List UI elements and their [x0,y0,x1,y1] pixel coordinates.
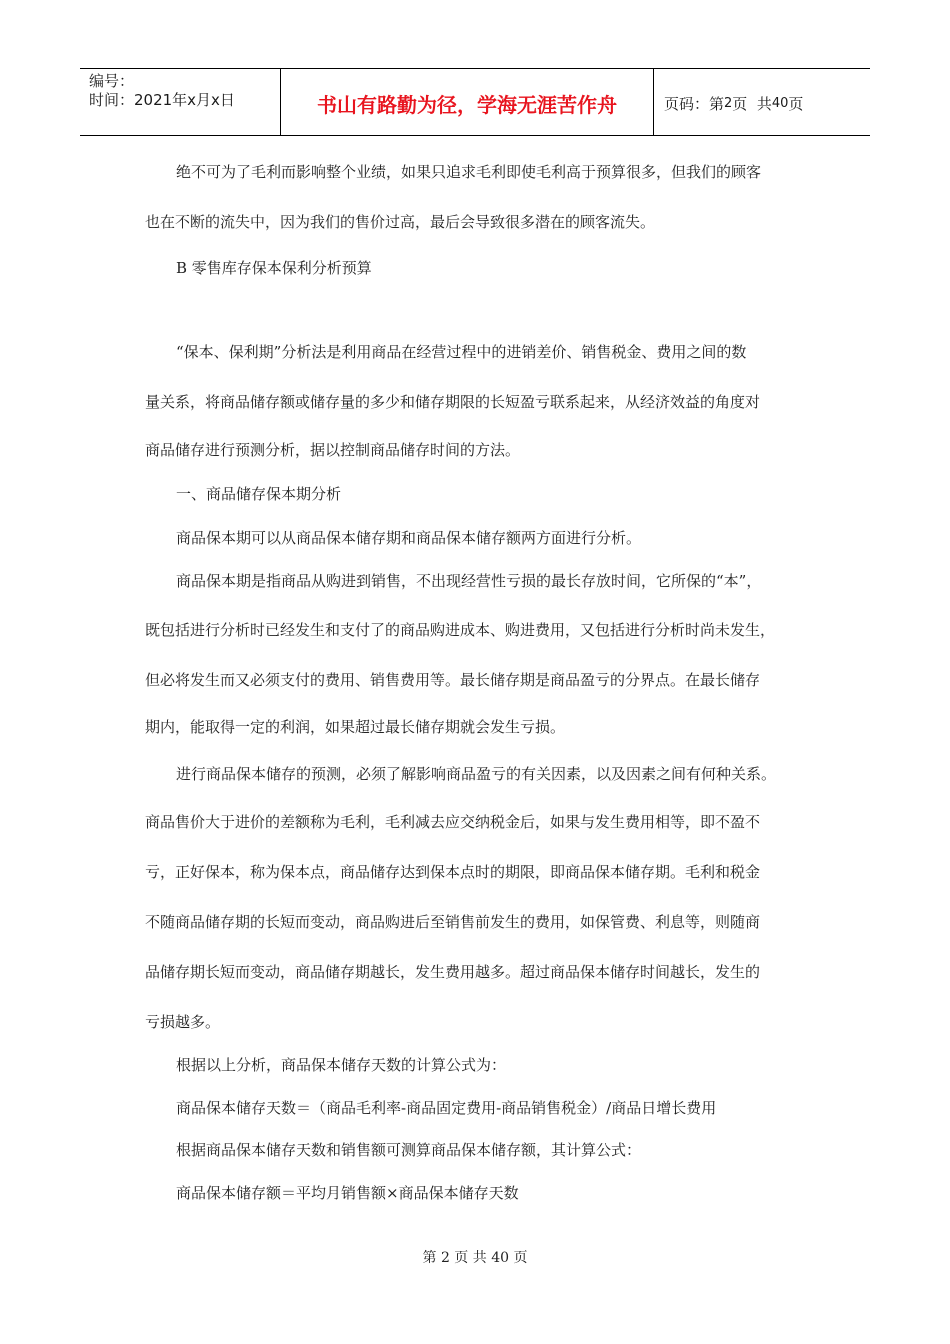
paragraph-line: 期内，能取得一定的利润，如果超过最长储存期就会发生亏损。 [145,718,566,736]
header-motto: 书山有路勤为径，学海无涯苦作舟 [281,69,654,135]
paragraph-line: 既包括进行分析时已经发生和支付了的商品购进成本、购进费用，又包括进行分析时尚未发生， [145,621,776,639]
document-date: 时间：2021年x月x日 [89,91,235,109]
page-prefix: 页码：第 [664,94,725,113]
header-meta [80,69,281,135]
paragraph-line: 绝不可为了毛利而影响整个业绩，如果只追求毛利即使毛利高于预算很多，但我们的顾客 [176,163,762,181]
paragraph-line: 商品保本期是指商品从购进到销售，不出现经营性亏损的最长存放时间，它所保的“本”， [176,572,762,590]
paragraph-line: 不随商品储存期的长短而变动，商品购进后至销售前发生的费用，如保管费、利息等，则随商 [145,913,761,931]
formula-line: 商品保本储存额＝平均月销售额×商品保本储存天数 [176,1184,519,1202]
paragraph-line: 商品储存进行预测分析，据以控制商品储存时间的方法。 [145,441,521,459]
paragraph-line: 根据以上分析，商品保本储存天数的计算公式为： [176,1056,507,1074]
paragraph-line: 进行商品保本储存的预测，必须了解影响商品盈亏的有关因素，以及因素之间有何种关系。 [176,765,777,783]
page-suffix: 页 [788,94,804,113]
paragraph-line: 但必将发生而又必须支付的费用、销售费用等。最长储存期是商品盈亏的分界点。在最长储存 [145,671,761,689]
paragraph-line: 商品售价大于进价的差额称为毛利，毛利减去应交纳税金后，如果与发生费用相等，即不盈不 [145,813,761,831]
page-mid: 页 共 [732,94,772,113]
paragraph-line: 亏，正好保本，称为保本点，商品储存达到保本点时的期限，即商品保本储存期。毛利和税金 [145,863,761,881]
page-total: 40 [771,95,789,111]
document-number-label: 编号： [89,72,135,90]
page-current: 2 [724,95,733,111]
paragraph-line: “保本、保利期”分析法是利用商品在经营过程中的进销差价、销售税金、费用之间的数 [176,343,747,361]
paragraph-line: 亏损越多。 [145,1013,221,1031]
page-footer: 第 2 页 共 40 页 [422,1250,528,1266]
paragraph-line: 也在不断的流失中，因为我们的售价过高，最后会导致很多潜在的顾客流失。 [145,213,656,231]
document-header [80,68,870,136]
section-heading: B 零售库存保本保利分析预算 [176,259,372,277]
paragraph-line: 量关系，将商品储存额或储存量的多少和储存期限的长短盈亏联系起来，从经济效益的角度对 [145,393,761,411]
paragraph-line: 商品保本期可以从商品保本储存期和商品保本储存额两方面进行分析。 [176,529,642,547]
formula-line: 商品保本储存天数＝（商品毛利率-商品固定费用-商品销售税金）/商品日增长费用 [176,1099,717,1117]
paragraph-line: 根据商品保本储存天数和销售额可测算商品保本储存额，其计算公式： [176,1141,642,1159]
section-heading: 一、商品储存保本期分析 [176,485,342,503]
paragraph-line: 品储存期长短而变动，商品储存期越长，发生费用越多。超过商品保本储存时间越长，发生的 [145,963,761,981]
header-page-info [654,69,870,135]
